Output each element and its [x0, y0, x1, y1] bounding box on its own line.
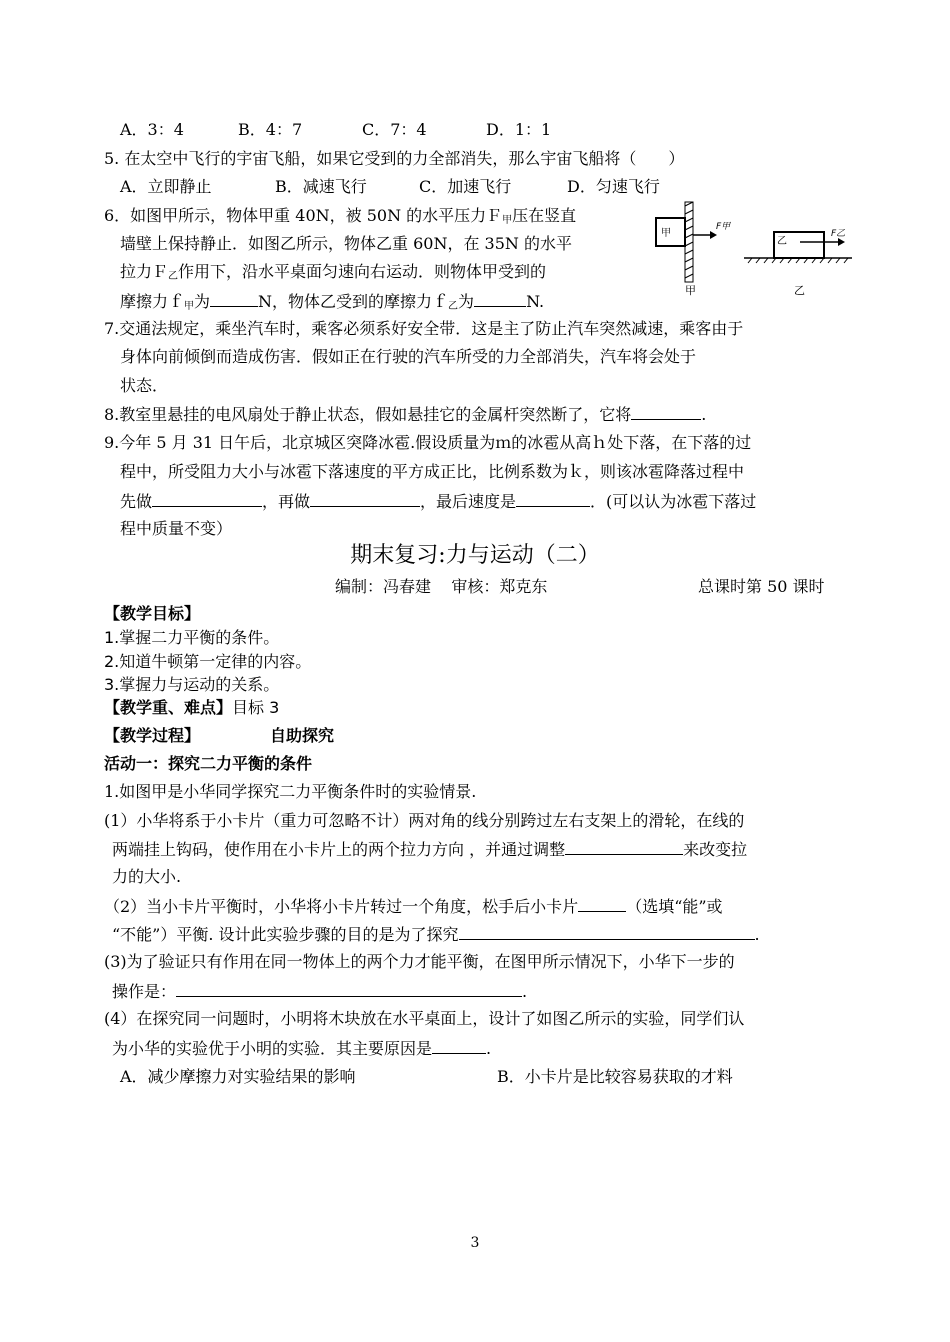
- a1-p4-line2b: .: [486, 1039, 492, 1058]
- a1-p2-line1b: （选填“能”或: [626, 897, 723, 916]
- force-jia-label: F甲: [716, 222, 731, 232]
- process-line: [104, 725, 334, 747]
- process-mode: 自助探究: [270, 726, 335, 745]
- q9-blank-2[interactable]: [310, 490, 420, 507]
- a1-p4-line2a: 为小华的实验优于小明的实验．其主要原因是: [112, 1039, 433, 1058]
- q6-line3b: 作用下，沿水平桌面匀速向右运动．则物体甲受到的: [178, 262, 547, 281]
- a1-p4-line2: [112, 1037, 491, 1060]
- activity1-intro: 1.如图甲是小华同学探究二力平衡条件时的实验情景.: [104, 782, 477, 801]
- objective-2: 2.知道牛顿第一定律的内容。: [104, 652, 312, 671]
- q8-end: .: [701, 405, 707, 424]
- q6-line1-sub: 甲: [502, 215, 513, 226]
- objective-1: 1.掌握二力平衡的条件。: [104, 628, 280, 647]
- q5-option-c: C．加速飞行: [419, 177, 512, 196]
- q5-option-a: A．立即静止: [120, 177, 212, 196]
- q7-line2: 身体向前倾倒而造成伤害．假如正在行驶的汽车所受的力全部消失，汽车将会处于: [120, 347, 697, 366]
- q6-line3-sub: 乙: [168, 271, 179, 282]
- a1-p1-line3: 力的大小.: [112, 867, 182, 886]
- objectives-heading: 【教学目标】: [104, 604, 201, 623]
- page-number: 3: [470, 1235, 480, 1251]
- q6-line4c: N，物体乙受到的摩擦力ｆ: [258, 292, 449, 311]
- meta-line: [335, 576, 547, 598]
- q6-line1-end: 压在竖直: [512, 206, 577, 225]
- q5-stem: 5. 在太空中飞行的宇宙飞船，如果它受到的力全部消失，那么宇宙飞船将（ ）: [104, 149, 685, 168]
- q6-figure: [652, 198, 862, 298]
- q6-line2: 墙壁上保持静止．如图乙所示，物体乙重 60N，在 35N 的水平: [120, 234, 572, 253]
- a1-p1-line1: (1）小华将系于小卡片（重力可忽略不计）两对角的线分别跨过左右支架上的滑轮，在线的: [104, 811, 745, 830]
- a1-p1-line2a: 两端挂上钩码，使作用在小卡片上的两个拉力方向 ，并通过调整: [112, 840, 566, 859]
- a1-p2-line2: [112, 923, 760, 946]
- a1-p3-blank[interactable]: [176, 980, 522, 997]
- a1-p2-line1: [104, 895, 723, 918]
- wall: [685, 202, 693, 282]
- q9-line3d: ．(可以认为冰雹下落过: [590, 492, 757, 511]
- a1-p1-line2: [112, 838, 747, 861]
- process-heading: 【教学过程】: [104, 726, 201, 745]
- key-points-heading: 【教学重、难点】: [104, 698, 233, 717]
- block-yi-label: 乙: [777, 236, 787, 247]
- key-points-value: 目标 3: [232, 698, 280, 717]
- q6-line4: [120, 290, 544, 318]
- a1-p3-line1: (3)为了验证只有作用在同一物体上的两个力才能平衡，在图甲所示情况下，小华下一步的: [104, 952, 735, 971]
- q4-option-d: D．1：1: [486, 120, 552, 139]
- a1-option-a: A．减少摩擦力对实验结果的影响: [120, 1067, 356, 1086]
- a1-p2-line2a: “不能”）平衡. 设计此实验步骤的目的是为了探究: [112, 925, 459, 944]
- q4-option-a: A．3：4: [120, 120, 184, 139]
- q9-blank-1[interactable]: [152, 490, 262, 507]
- q7-line3: 状态．: [120, 376, 169, 395]
- q4-option-c: C．7：4: [362, 120, 427, 139]
- q6-line4-sub2: 乙: [448, 301, 459, 312]
- a1-p2-blank-1[interactable]: [578, 895, 626, 912]
- q5-option-d: D．匀速飞行: [567, 177, 660, 196]
- a1-p2-line2b: .: [754, 925, 760, 944]
- q9-line1: 9.今年 5 月 31 日午后，北京城区突降冰雹.假设质量为ｍ的冰雹从高ｈ处下落，在下落的过: [104, 433, 752, 452]
- q6-line1-text: 6．如图甲所示，物体甲重 40N，被 50N 的水平压力Ｆ: [104, 206, 503, 225]
- caption-jia: 甲: [685, 284, 696, 297]
- a1-p3-line2: [112, 980, 527, 1003]
- q8-text: 8.教室里悬挂的电风扇处于静止状态，假如悬挂它的金属杆突然断了，它将: [104, 405, 632, 424]
- key-points: [104, 697, 279, 719]
- meta-editor: 编制：冯春建: [335, 577, 432, 596]
- q8-blank[interactable]: [631, 403, 701, 420]
- q9-blank-3[interactable]: [516, 490, 590, 507]
- q4-option-b: B．4：7: [238, 120, 303, 139]
- q9-line3: [120, 490, 756, 513]
- a1-p3-line2b: .: [522, 982, 528, 1001]
- a1-p4-line1: (4）在探究同一问题时，小明将木块放在水平桌面上，设计了如图乙所示的实验，同学们认: [104, 1009, 745, 1028]
- q6-blank-f-jia[interactable]: [210, 290, 258, 307]
- q8-line: [104, 403, 706, 426]
- activity1-heading: 活动一：探究二力平衡的条件: [104, 754, 313, 773]
- q9-line2: 程中，所受阻力大小与冰雹下落速度的平方成正比，比例系数为ｋ，则该冰雹降落过程中: [120, 462, 745, 481]
- q5-options: [120, 176, 660, 198]
- q6-line4b: 为: [194, 292, 211, 311]
- q6-blank-f-yi[interactable]: [474, 290, 526, 307]
- a1-p1-blank[interactable]: [565, 838, 683, 855]
- q9-line4: 程中质量不变）: [120, 519, 233, 538]
- q6-line1: [104, 205, 576, 232]
- q6-line4-sub1: 甲: [184, 301, 195, 312]
- q6-line4d: 为: [458, 292, 475, 311]
- block-jia-label: 甲: [661, 228, 671, 239]
- a1-p1-line2b: 来改变拉: [683, 840, 748, 859]
- q4-options: [120, 119, 551, 141]
- a1-p2-line1a: （2）当小卡片平衡时，小华将小卡片转过一个角度，松手后小卡片: [104, 897, 579, 916]
- section-title: 期末复习:力与运动（二）: [350, 543, 600, 568]
- meta-reviewer: 审核：郑克东: [451, 577, 548, 596]
- a1-p2-blank-2[interactable]: [459, 923, 755, 940]
- meta-lesson: 总课时第 50 课时: [698, 577, 825, 596]
- q6-line4e: N.: [526, 292, 545, 311]
- force-yi-label: F乙: [831, 229, 846, 239]
- a1-p4-blank[interactable]: [432, 1037, 486, 1054]
- q9-line3c: ，最后速度是: [420, 492, 517, 511]
- caption-yi: 乙: [794, 284, 805, 297]
- q6-line3a: 拉力Ｆ: [120, 262, 169, 281]
- q9-line3a: 先做: [120, 492, 153, 511]
- q7-line1: 7.交通法规定，乘坐汽车时，乘客必须系好安全带．这是主了防止汽车突然减速，乘客由于: [104, 319, 744, 338]
- q6-line4a: 摩擦力ｆ: [120, 292, 185, 311]
- objective-3: 3.掌握力与运动的关系。: [104, 675, 280, 694]
- a1-options: [120, 1066, 733, 1088]
- a1-option-b: B．小卡片是比较容易获取的才料: [497, 1067, 733, 1086]
- q9-line3b: ，再做: [262, 492, 311, 511]
- q6-line3: [120, 261, 546, 288]
- a1-p3-line2a: 操作是：: [112, 982, 177, 1001]
- q5-option-b: B．减速飞行: [275, 177, 367, 196]
